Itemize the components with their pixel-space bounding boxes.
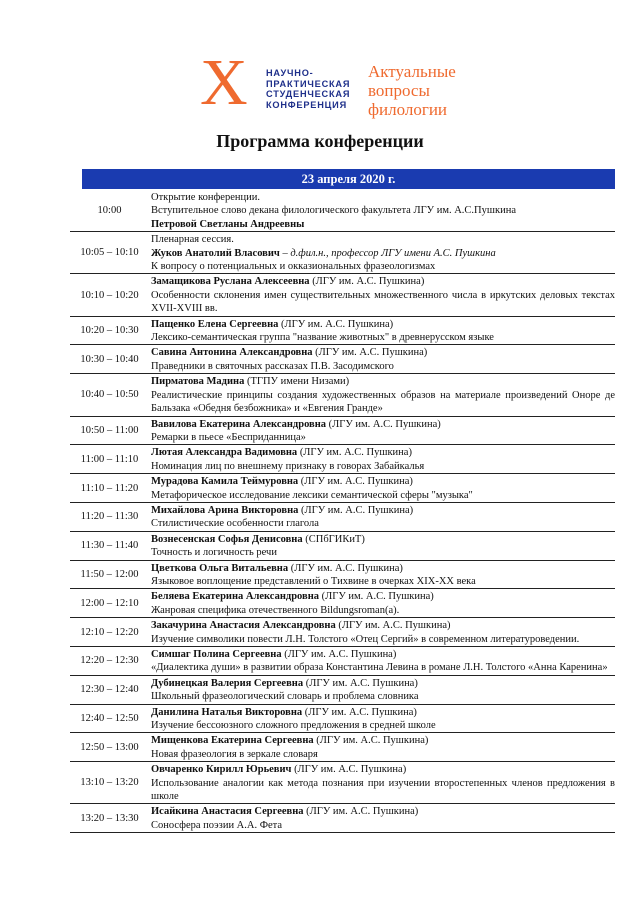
talk-speaker: [151, 648, 615, 661]
opening-line: Открытие конференции.: [151, 192, 260, 203]
time-slot: 10:10 – 10:20: [80, 289, 139, 301]
time-slot: 12:50 – 13:00: [80, 741, 139, 753]
talk-row: [70, 445, 615, 474]
talk-topic: К вопросу о потенциальных и окказиональных фразеологизмах: [151, 261, 436, 273]
talk-speaker: [151, 504, 615, 517]
speaker-affiliation: (ТГПУ имени Низами): [244, 376, 350, 388]
talk-row: [70, 317, 615, 346]
talk-topic: Метафорическое исследование лексики семантической сферы "музыка": [151, 489, 473, 501]
talk-row: [70, 647, 615, 676]
speaker-affiliation: (ЛГУ им. А.С. Пушкина): [297, 447, 412, 459]
talk-content: [149, 762, 615, 803]
talk-speaker: [151, 590, 615, 603]
talk-topic: Изучение символики повести Л.Н. Толстого «Отец Сергий» в современном литературоведении.: [151, 633, 580, 645]
speaker-affiliation: (ЛГУ им. А.С. Пушкина): [312, 347, 428, 359]
talk-content: [149, 647, 615, 675]
talk-row: [70, 374, 615, 416]
talk-topic: Стилистические особенности глагола: [151, 518, 319, 530]
talk-row: [70, 676, 615, 705]
speaker-name: Цветкова Ольга Витальевна: [151, 562, 289, 574]
page-title: Программа конференции: [216, 131, 424, 151]
logo-title-line: вопросы: [368, 81, 430, 100]
speaker-affiliation: (ЛГУ им. А.С. Пушкина): [288, 562, 403, 574]
talk-content: [149, 474, 615, 502]
talk-row: [70, 532, 615, 561]
talk-topic: Праведники в святочных рассказах П.В. Засодимского: [151, 360, 394, 372]
talk-topic: Ремарки в пьесе «Бесприданница»: [151, 431, 306, 443]
talk-content: [149, 676, 615, 704]
talk-topic: Школьный фразеологический словарь и проблема словника: [151, 691, 419, 703]
talks-list: [70, 274, 615, 833]
time-slot: 12:30 – 12:40: [80, 684, 139, 696]
time-slot: 11:00 – 11:10: [80, 453, 139, 465]
talk-topic: Изучение бессоюзного сложного предложения в средней школе: [151, 720, 436, 732]
logo-subtitle-line: СТУДЕНЧЕСКАЯ: [266, 89, 351, 99]
speaker-affiliation: (ЛГУ им. А.С. Пушкина): [335, 620, 451, 632]
speaker-affiliation: (ЛГУ им. А.С. Пушкина): [303, 806, 419, 818]
time-slot: 13:20 – 13:30: [80, 812, 139, 824]
speaker-name: Симшаг Полина Сергеевна: [151, 649, 282, 660]
time-slot: 10:30 – 10:40: [80, 353, 139, 365]
time-slot: 12:10 – 12:20: [80, 626, 139, 638]
time-slot: 13:10 – 13:20: [80, 777, 139, 789]
talk-row: [70, 705, 615, 734]
talk-content: [149, 417, 615, 445]
talk-row: [70, 618, 615, 647]
talk-speaker: [151, 805, 615, 818]
talk-topic: Жанровая специфика отечественного Bildungsroman(а).: [151, 604, 400, 616]
logo-x-letter: X: [200, 46, 248, 119]
logo-subtitle-line: НАУЧНО-: [266, 68, 314, 78]
talk-topic: Языковое воплощение представлений о Тихвине в очерках XIX-XX века: [151, 575, 476, 587]
talk-content: [149, 618, 615, 646]
talk-speaker: [151, 677, 615, 690]
talk-content: [149, 733, 615, 761]
speaker-name: Вавилова Екатерина Александровна: [151, 418, 327, 430]
talk-content: [149, 804, 615, 832]
plenary-row: [70, 232, 615, 274]
speaker-name: Исайкина Анастасия Сергеевна: [151, 806, 304, 818]
talk-speaker: [151, 375, 615, 388]
speaker-affiliation: (ЛГУ им. А.С. Пушкина): [298, 476, 413, 488]
speaker-name: Дубинецкая Валерия Сергеевна: [151, 677, 304, 689]
logo-title-line: филологии: [368, 100, 448, 119]
talk-topic: Использование аналогии как метода познания при изучении второстепенных членов предложения в школе: [151, 777, 615, 803]
date-bar: 23 апреля 2020 г.: [82, 169, 615, 189]
speaker-name: Михайлова Арина Викторовна: [151, 504, 299, 516]
speaker-name: Данилина Наталья Викторовна: [151, 706, 303, 718]
speaker-affiliation: – д.фил.н., профессор ЛГУ имени А.С. Пушкина: [279, 247, 496, 259]
logo-title-line: Актуальные: [368, 62, 456, 81]
time-slot: 12:20 – 12:30: [80, 655, 139, 667]
talk-speaker: [151, 706, 615, 719]
speaker-name: Лютая Александра Вадимовна: [151, 447, 298, 459]
talk-row: [70, 762, 615, 804]
plenary-content: [149, 232, 615, 273]
time-slot: 10:00: [97, 205, 122, 217]
speaker-affiliation: (ЛГУ им. А.С. Пушкина): [291, 764, 407, 776]
talk-content: [149, 317, 615, 345]
talk-speaker: [151, 418, 615, 431]
conference-logo: [0, 46, 640, 124]
talk-topic: Особенности склонения имен существительных множественного числа в иркутских деловых текстах XVII-XVIII вв.: [151, 289, 615, 315]
time-slot: 10:20 – 10:30: [80, 325, 139, 337]
talk-content: [149, 274, 615, 315]
talk-speaker: [151, 734, 615, 747]
time-slot: 11:10 – 11:20: [80, 482, 139, 494]
talk-content: [149, 503, 615, 531]
talk-speaker: [151, 446, 615, 459]
speaker-affiliation: (ЛГУ им. А.С. Пушкина): [319, 591, 434, 603]
time-slot: 12:40 – 12:50: [80, 713, 139, 725]
talk-topic: Реалистические принципы создания художественных образов на материале произведений Оноре де Бальзака «Обедня безбожника» и «Евгения Гранде»: [151, 389, 615, 415]
opening-line: Вступительное слово декана филологического факультета ЛГУ им. А.С.Пушкина: [151, 205, 516, 217]
talk-row: [70, 474, 615, 503]
speaker-name: Савина Антонина Александровна: [151, 347, 313, 359]
talk-topic: Новая фразеология в зеркале словаря: [151, 748, 318, 760]
talk-speaker: [151, 475, 615, 488]
speaker-affiliation: (ЛГУ им. А.С. Пушкина): [298, 504, 414, 516]
time-slot: 11:20 – 11:30: [80, 511, 139, 523]
logo-subtitle-line: КОНФЕРЕНЦИЯ: [266, 99, 347, 110]
plenary-speaker: [151, 247, 615, 260]
speaker-name: Мурадова Камила Теймуровна: [151, 476, 299, 488]
program-table: [70, 190, 615, 833]
logo-subtitle-line: ПРАКТИЧЕСКАЯ: [266, 78, 351, 89]
talk-content: [149, 589, 615, 617]
talk-topic: Лексико-семантическая группа "название животных" в древнерусском языке: [151, 332, 494, 344]
talk-row: [70, 417, 615, 446]
speaker-affiliation: (ЛГУ им. А.С. Пушкина): [313, 735, 429, 747]
time-slot: 10:40 – 10:50: [80, 389, 139, 401]
talk-speaker: [151, 346, 615, 359]
talk-speaker: [151, 318, 615, 331]
talk-row: [70, 804, 615, 833]
time-slot: 11:50 – 12:00: [80, 568, 139, 580]
speaker-name: Пирматова Мадина: [151, 376, 245, 388]
talk-topic: Точность и логичность речи: [151, 547, 277, 559]
speaker-affiliation: (СПбГИКиТ): [302, 533, 365, 545]
speaker-affiliation: (ЛГУ им. А.С. Пушкина): [302, 706, 417, 718]
speaker-name: Пащенко Елена Сергеевна: [151, 318, 279, 330]
talk-row: [70, 345, 615, 374]
talk-speaker: [151, 763, 615, 776]
talk-speaker: [151, 533, 615, 546]
opening-content: [149, 190, 615, 231]
speaker-name: Замащикова Руслана Алексеевна: [151, 276, 310, 288]
opening-row: [70, 190, 615, 232]
talk-content: [149, 374, 615, 415]
time-slot: 11:30 – 11:40: [80, 540, 139, 552]
talk-content: [149, 532, 615, 560]
speaker-affiliation: (ЛГУ им. А.С. Пушкина): [303, 677, 418, 689]
dean-name: Петровой Светланы Андреевны: [151, 218, 305, 230]
speaker-name: Жуков Анатолий Власович: [151, 247, 280, 259]
speaker-name: Мищенкова Екатерина Сергеевна: [151, 735, 314, 747]
time-slot: 12:00 – 12:10: [80, 597, 139, 609]
speaker-name: Овчаренко Кирилл Юрьевич: [151, 764, 292, 776]
talk-row: [70, 274, 615, 316]
time-slot: 10:05 – 10:10: [80, 247, 139, 259]
talk-row: [70, 733, 615, 762]
logo-subtitle: [266, 68, 350, 110]
talk-topic: Соносфера поэзии А.А. Фета: [151, 819, 283, 831]
speaker-affiliation: (ЛГУ им. А.С. Пушкина): [326, 418, 441, 430]
talk-row: [70, 561, 615, 590]
talk-topic: Номинация лиц по внешнему признаку в говорах Забайкалья: [151, 460, 425, 472]
talk-content: [149, 445, 615, 473]
talk-content: [149, 345, 615, 373]
speaker-affiliation: (ЛГУ им. А.С. Пушкина): [281, 649, 397, 660]
talk-content: [149, 561, 615, 589]
speaker-name: Закачурина Анастасия Александровна: [151, 620, 336, 632]
speaker-name: Вознесенская Софья Денисовна: [151, 533, 303, 545]
talk-topic: «Диалектика души» в развитии образа Константина Левина в романе Л.Н. Толстого «Анна Каренина»: [151, 662, 608, 674]
talk-speaker: [151, 619, 615, 632]
talk-row: [70, 589, 615, 618]
logo-title: [368, 62, 456, 119]
plenary-heading: Пленарная сессия.: [151, 234, 234, 246]
talk-row: [70, 503, 615, 532]
speaker-affiliation: (ЛГУ им. А.С. Пушкина): [309, 276, 425, 288]
talk-speaker: [151, 275, 615, 288]
speaker-name: Беляева Екатерина Александровна: [151, 591, 320, 603]
time-slot: 10:50 – 11:00: [80, 424, 139, 436]
speaker-affiliation: (ЛГУ им. А.С. Пушкина): [278, 318, 394, 330]
talk-content: [149, 705, 615, 733]
talk-speaker: [151, 562, 615, 575]
